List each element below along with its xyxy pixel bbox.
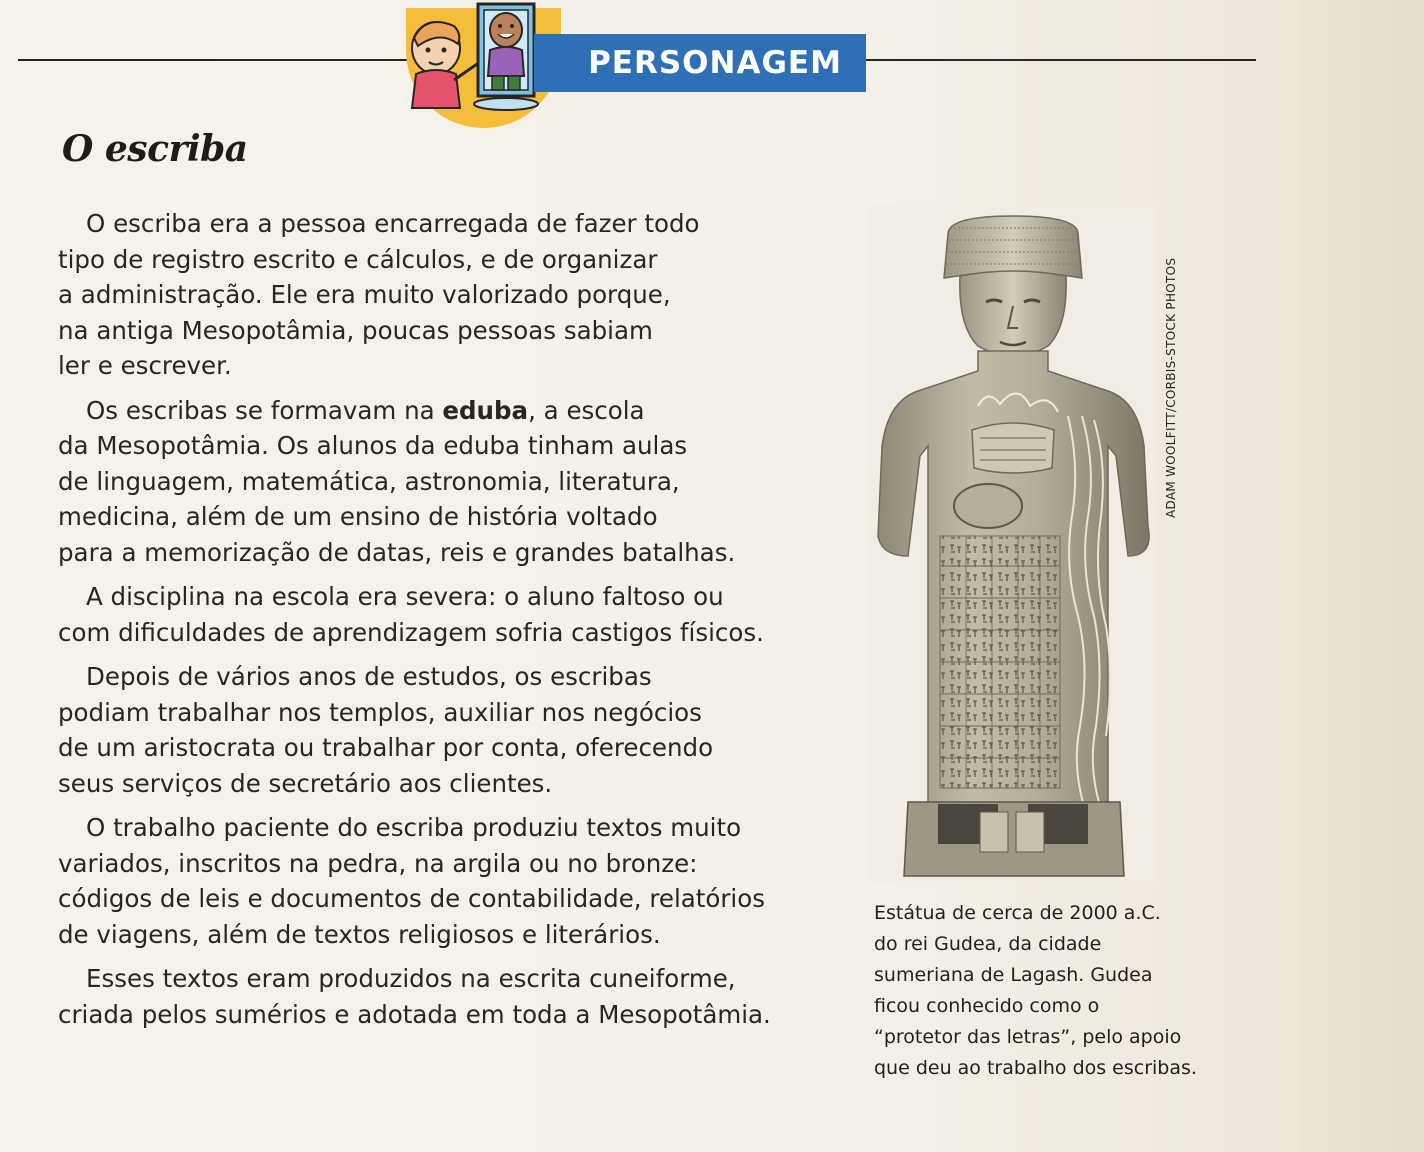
- text-line: O escriba era a pessoa encarregada de fazer todo: [86, 209, 700, 238]
- article-title: O escriba: [62, 128, 248, 170]
- text-line: [58, 393, 838, 429]
- text-line: da Mesopotâmia. Os alunos da eduba tinham aulas: [58, 431, 688, 460]
- statue-photo: [868, 206, 1158, 882]
- text-line: a administração. Ele era muito valorizado porque,: [58, 280, 671, 309]
- statue-of-gudea-icon: [868, 206, 1158, 882]
- caption-line: que deu ao trabalho dos escribas.: [874, 1057, 1197, 1079]
- text-line: ler e escrever.: [58, 351, 232, 380]
- text-line: com dificuldades de aprendizagem sofria castigos físicos.: [58, 617, 764, 647]
- text-line: para a memorização de datas, reis e grandes batalhas.: [58, 537, 736, 567]
- text-line: de um aristocrata ou trabalhar por conta, oferecendo: [58, 733, 714, 762]
- caption-line: ficou conhecido como o: [874, 995, 1100, 1017]
- paragraph-2: [58, 393, 838, 571]
- text-line: medicina, além de um ensino de história voltado: [58, 502, 658, 531]
- paragraph-6: [58, 961, 838, 1032]
- photo-credit: ADAM WOOLFITT/CORBIS-STOCK PHOTOS: [1164, 257, 1178, 518]
- text-line: A disciplina na escola era severa: o aluno faltoso ou: [86, 582, 724, 611]
- text-line: códigos de leis e documentos de contabilidade, relatórios: [58, 884, 765, 913]
- caption-line: “protetor das letras”, pelo apoio: [874, 1026, 1182, 1048]
- text-line: O trabalho paciente do escriba produziu textos muito: [86, 813, 742, 842]
- facing-page-edge: [1300, 0, 1424, 1152]
- paragraph-3: [58, 579, 838, 650]
- text-line: Esses textos eram produzidos na escrita cuneiforme,: [86, 964, 736, 993]
- section-label: PERSONAGEM: [588, 45, 842, 81]
- text-line: variados, inscritos na pedra, na argila ou no bronze:: [58, 848, 698, 878]
- text-line: na antiga Mesopotâmia, poucas pessoas sabiam: [58, 315, 653, 345]
- article-body: [58, 206, 838, 1041]
- caption-line: do rei Gudea, da cidade: [874, 933, 1102, 955]
- photo-caption: [874, 898, 1234, 1084]
- text-fragment: Os escribas se formavam na: [86, 395, 443, 425]
- text-line: de linguagem, matemática, astronomia, literatura,: [58, 466, 680, 496]
- eduba-term: eduba: [442, 395, 529, 425]
- text-line: tipo de registro escrito e cálculos, e de organizar: [58, 244, 658, 274]
- caption-line: sumeriana de Lagash. Gudea: [874, 964, 1153, 986]
- text-line: Depois de vários anos de estudos, os escribas: [86, 662, 652, 691]
- caption-line: Estátua de cerca de 2000 a.C.: [874, 902, 1161, 924]
- section-banner: [534, 34, 866, 92]
- section-header: [396, 0, 876, 130]
- text-fragment: , a escola: [528, 395, 645, 425]
- paragraph-1: [58, 206, 838, 384]
- paragraph-4: [58, 659, 838, 801]
- text-line: seus serviços de secretário aos clientes.: [58, 768, 553, 798]
- text-line: podiam trabalhar nos templos, auxiliar nos negócios: [58, 697, 702, 727]
- paragraph-5: [58, 810, 838, 952]
- text-line: criada pelos sumérios e adotada em toda a Mesopotâmia.: [58, 999, 771, 1029]
- text-line: de viagens, além de textos religiosos e literários.: [58, 919, 661, 949]
